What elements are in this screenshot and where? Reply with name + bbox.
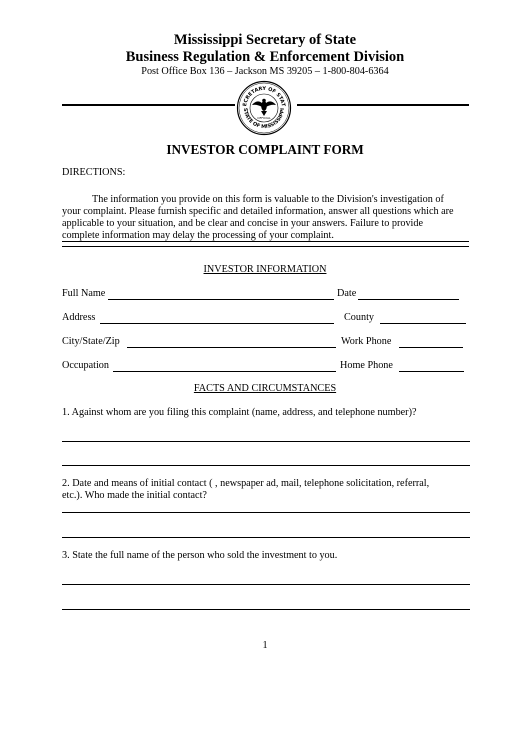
occupation-label: Occupation — [62, 360, 109, 371]
answer-1-line[interactable] — [62, 441, 470, 442]
seal-top-text: ECRETARY OF STAT — [242, 85, 286, 108]
county-field[interactable] — [380, 323, 466, 324]
directions-line: applicable to your situation, and be clear and concise in your answers. Failure to provide — [62, 218, 423, 229]
question-2-line: etc.). Who made the initial contact? — [62, 490, 207, 501]
occupation-field[interactable] — [113, 371, 336, 372]
directions-paragraph — [62, 194, 472, 242]
agency-name: Mississippi Secretary of State — [173, 32, 357, 48]
work-phone-label: Work Phone — [341, 336, 392, 347]
home-phone-label: Home Phone — [340, 360, 393, 371]
date-field[interactable] — [358, 299, 459, 300]
answer-3-line[interactable] — [62, 609, 470, 610]
double-separator — [62, 241, 469, 247]
full-name-field[interactable] — [108, 299, 334, 300]
seal-bottom-text: STATE OF MISSISSIPPI — [241, 107, 287, 131]
page-number: 1 — [262, 640, 268, 651]
answer-3-line[interactable] — [62, 584, 470, 585]
city-state-zip-label: City/State/Zip — [62, 336, 120, 347]
address-label: Address — [62, 312, 96, 323]
state-seal-icon — [236, 80, 292, 136]
answer-2-line[interactable] — [62, 512, 470, 513]
directions-line: The information you provide on this form is valuable to the Division's investigation of — [92, 194, 444, 205]
question-3: 3. State the full name of the person who sold the investment to you. — [62, 550, 338, 561]
date-label: Date — [337, 288, 357, 299]
answer-1-line[interactable] — [62, 465, 470, 466]
directions-label: DIRECTIONS: — [62, 167, 126, 178]
county-label: County — [344, 312, 375, 323]
question-2-line: 2. Date and means of initial contact ( , newspaper ad, mail, telephone solicitation, referral, — [62, 478, 430, 489]
directions-line: complete information may delay the processing of your complaint. — [62, 230, 334, 241]
work-phone-field[interactable] — [399, 347, 463, 348]
address-field[interactable] — [100, 323, 334, 324]
agency-address: Post Office Box 136 – Jackson MS 39205 – 1-800-804-6364 — [141, 66, 389, 77]
answer-2-line[interactable] — [62, 537, 470, 538]
city-state-zip-field[interactable] — [127, 347, 336, 348]
question-1: 1. Against whom are you filing this complaint (name, address, and telephone number)? — [62, 407, 417, 418]
directions-line: your complaint. Please furnish specific and detailed information, answer all questions which are — [62, 206, 454, 217]
seal-center-text: OFFICIAL — [257, 116, 271, 120]
full-name-label: Full Name — [62, 288, 106, 299]
home-phone-field[interactable] — [399, 371, 464, 372]
form-title: INVESTOR COMPLAINT FORM — [166, 142, 364, 157]
division-name: Business Regulation & Enforcement Division — [125, 49, 405, 65]
header-rule-left — [62, 104, 235, 106]
facts-heading: FACTS AND CIRCUMSTANCES — [193, 383, 337, 394]
investor-information-heading: INVESTOR INFORMATION — [203, 264, 327, 275]
header-rule-right — [297, 104, 469, 106]
